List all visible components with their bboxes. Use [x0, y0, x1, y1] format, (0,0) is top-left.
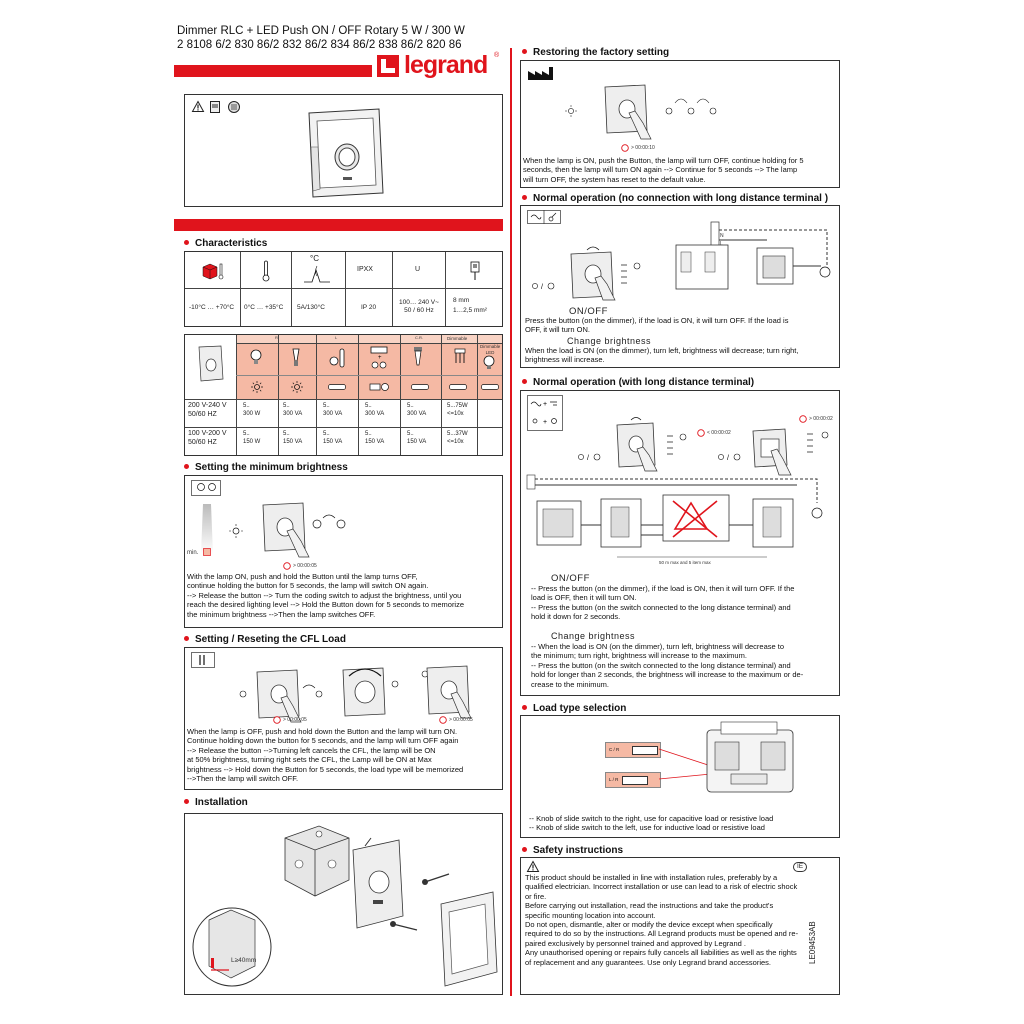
- depth-label: L≥40mm: [231, 957, 257, 964]
- installation-heading: [184, 797, 248, 808]
- lr-selector: [605, 772, 661, 788]
- lamp-icons: [715, 451, 745, 463]
- row1-cell-l: 5.. 300 VA: [323, 403, 343, 417]
- min-brightness-heading-text: Setting the minimum brightness: [195, 462, 348, 473]
- voltage-value: 100… 240 V~ 50 / 60 Hz: [399, 299, 439, 314]
- ld-onoff-label: ON/OFF: [551, 573, 590, 584]
- text-line: When the lamp is OFF, push and hold down the Button and the lamp will turn ON.: [187, 727, 458, 736]
- text-line: reach the desired lighting level --> Hold the Button down for 5 seconds to memorize: [187, 600, 465, 610]
- cfl-step3: [415, 660, 485, 720]
- svg-text:/: /: [587, 455, 589, 462]
- svg-text:/: /: [541, 284, 543, 291]
- terminal-l: L: [720, 241, 723, 247]
- section-red-bar: [174, 219, 503, 231]
- terminal-block-detail: [675, 244, 729, 290]
- operating-temp-value: 0°C … +35°C: [244, 304, 284, 311]
- text-line: Any unauthorised opening or repairs fully cancels all liabilities as well as the rights: [525, 948, 797, 958]
- normal-ld-box: [520, 390, 840, 696]
- ip-value: IP 20: [361, 304, 377, 311]
- min-brightness-text: [187, 572, 503, 619]
- warning-icon: [192, 101, 204, 112]
- manual-icon: [210, 101, 220, 113]
- cfl-timer2: > 00:00:05: [449, 717, 473, 723]
- text-line: at 50% brightness, turning right sets the CFL, the Lamp will be ON at Max: [187, 755, 432, 765]
- characteristics-heading-text: Characteristics: [195, 238, 268, 249]
- safety-heading-text: Safety instructions: [533, 845, 624, 856]
- text-line: of replacement and any guarantees. Use only Legrand brand accessories.: [525, 957, 771, 967]
- svg-text:+: +: [543, 419, 548, 426]
- row1-cell-transformer: 5.. 300 VA: [365, 403, 385, 417]
- text-line: seconds, then the lamp will turn ON again --> Continue for 5 seconds --> The lamp: [523, 165, 798, 175]
- hand-pushing-switch: [749, 427, 809, 479]
- safety-text: [525, 873, 839, 967]
- installation-heading-text: Installation: [195, 797, 248, 808]
- cfl-box: [184, 647, 503, 790]
- svg-text:+: +: [378, 355, 382, 361]
- voltage-header-label: U: [415, 266, 421, 273]
- dimmable-cfl-icon: [450, 347, 470, 369]
- normal-no-ld-change-text: [525, 346, 841, 365]
- row2-cell-dimmable: 5...37W <=10x: [447, 431, 468, 445]
- header-red-bar: [174, 65, 372, 77]
- text-line: This product should be installed in line with installation rules, preferably by a: [525, 873, 778, 882]
- text-line: With the lamp ON, push and hold the Button until the lamp turns OFF,: [187, 572, 418, 581]
- bullet-dot: [522, 847, 527, 852]
- text-line: Do not open, dismantle, alter or modify the device except when specifically: [525, 920, 773, 930]
- cfl-lamp-icon: [191, 652, 215, 668]
- ld-change-label: Change brightness: [551, 631, 636, 641]
- text-line: When the lamp is ON, push the Button, the lamp will turn OFF, continue holding for 5: [523, 156, 804, 165]
- factory-heading: [522, 47, 669, 58]
- min-brightness-box: [184, 475, 503, 628]
- dimmer-thumbnail: [197, 345, 225, 383]
- text-line: -- Knob of slide switch to the right, use for capacitive load or resistive load: [529, 814, 774, 823]
- svg-text:+: +: [543, 401, 548, 408]
- installation-box: [184, 813, 503, 995]
- load-type-text: [529, 814, 839, 833]
- bullet-dot: [522, 195, 527, 200]
- brightness-bars: [665, 431, 691, 465]
- sun-icon-r: [251, 381, 263, 393]
- head-dimmable-led: Dimmable LED: [480, 344, 501, 355]
- hand-pushing-dimmer: [601, 83, 661, 143]
- ld-onoff-text: [531, 584, 837, 622]
- text-line: the minimum brightness -->Then the lamp switches OFF.: [187, 609, 376, 619]
- text-line: brightness will increase.: [525, 355, 605, 365]
- timer-icon: [439, 716, 447, 724]
- degree-celsius-label: °C: [310, 254, 319, 263]
- svg-text:/: /: [727, 455, 729, 462]
- tube-icon-cr: [411, 384, 429, 390]
- hand-pushing-dimmer: [613, 417, 673, 475]
- lr-label: L / R: [609, 777, 619, 782]
- bullet-dot: [184, 636, 189, 641]
- cr-knob: [632, 746, 658, 755]
- normal-no-ld-box: [520, 205, 840, 368]
- language-badge: IE: [793, 862, 807, 872]
- warning-icon: [527, 861, 539, 872]
- cfl-timer1: > 00:00:05: [283, 717, 307, 723]
- storage-temp-value: -10°C … +70°C: [189, 304, 235, 311]
- text-line: hold it down for 2 seconds.: [531, 612, 621, 622]
- row1-cell-dimmable: 5...75W <=10x: [447, 403, 468, 417]
- text-line: --> Release the button -->Turning left cancels the CFL, the lamp will be ON: [187, 745, 436, 755]
- mechanism-back-illustration: [701, 720, 801, 800]
- glow-wire-value: 5A/130°C: [297, 304, 325, 311]
- storage-box-icon: [201, 262, 225, 280]
- mode-icon: [527, 210, 561, 224]
- text-line: crease to the minimum.: [531, 679, 609, 689]
- text-line: When the load is ON (on the dimmer), turn left, brightness will decrease; turn right,: [525, 346, 799, 355]
- ld-change-text: [531, 642, 837, 689]
- cr-label: C / R: [609, 747, 620, 752]
- text-line: -- Press the button (on the switch connected to the long distance terminal) and: [531, 660, 791, 670]
- screw-icon: [421, 872, 451, 886]
- lamp-icons: [575, 451, 605, 463]
- head-r: R: [275, 335, 278, 340]
- lamp-on-icon: [229, 524, 243, 538]
- halogen-lamp-icon: [290, 347, 302, 369]
- text-line: required to do so by the instructions. All Legrand products must be opened and re-: [525, 929, 799, 939]
- text-line: brightness --> Hold down the Button for 5 seconds, the load type will be memorized: [187, 764, 464, 774]
- normal-ld-heading: [522, 377, 754, 388]
- text-line: -- When the load is ON (on the dimmer), turn left, brightness will decrease to: [531, 642, 785, 651]
- screw-icon: [391, 920, 421, 934]
- factory-timer: > 00:00:10: [631, 145, 655, 151]
- head-l: L: [335, 335, 338, 340]
- incandescent-lamp-icon: [250, 349, 262, 367]
- text-line: load is OFF, then it will turn ON.: [531, 593, 637, 603]
- timer-icon: [799, 415, 807, 423]
- load-type-heading: [522, 703, 626, 714]
- text-line: -- Knob of slide switch to the left, use for inductive load or resistive load: [529, 823, 765, 833]
- bullet-dot: [522, 379, 527, 384]
- normal-no-ld-heading: [522, 193, 828, 204]
- row2-cell-transformer: 5.. 150 VA: [365, 431, 385, 445]
- doc-title-line1: Dimmer RLC + LED Push ON / OFF Rotary 5 W / 300 W: [177, 25, 465, 37]
- lamp-icons: [191, 480, 221, 496]
- cfl-heading-text: Setting / Reseting the CFL Load: [195, 634, 346, 645]
- glow-wire-icon: [302, 264, 332, 284]
- cfl-step2-rotate: [335, 662, 405, 722]
- text-line: -->Then the lamp will switch OFF.: [187, 774, 299, 784]
- text-line: qualified electrician. Incorrect installation or use can lead to a risk of electric shock: [525, 882, 798, 892]
- text-line: Before carrying out installation, read the instructions and take the product's: [525, 901, 774, 911]
- bullet-dot: [522, 705, 527, 710]
- text-line: -- Press the button (on the dimmer), if the load is ON, then it will turn OFF. If the: [531, 584, 795, 593]
- legrand-logo: [376, 52, 501, 82]
- factory-heading-text: Restoring the factory setting: [533, 47, 670, 58]
- row2-cell-l: 5.. 150 VA: [323, 431, 343, 445]
- change-brightness-label: Change brightness: [567, 336, 652, 346]
- tube-icon-l: [328, 384, 346, 390]
- text-line: the minimum; turn right, brightness will increase to the maximum.: [531, 651, 747, 661]
- min-level-marker: [203, 548, 211, 556]
- column-divider: [510, 48, 512, 996]
- bullet-dot: [184, 799, 189, 804]
- lr-knob: [622, 776, 648, 785]
- halogen-capsule-icon: [411, 345, 425, 371]
- factory-text: [523, 156, 839, 184]
- transformer-lamp-icon: [328, 347, 346, 369]
- ld-timer2: < 00:00:02: [707, 430, 731, 436]
- cycle-arrows: [661, 91, 721, 121]
- min-brightness-heading: [184, 462, 348, 473]
- terminal-n: N: [720, 233, 724, 239]
- characteristics-heading: [184, 238, 267, 249]
- factory-box: [520, 60, 840, 188]
- electronic-transformer-icon: [367, 345, 393, 371]
- onoff-label: ON/OFF: [569, 306, 608, 317]
- safety-box: [520, 857, 840, 995]
- bullet-dot: [522, 49, 527, 54]
- timer-label: > 00:00:05: [293, 563, 317, 569]
- legrand-wordmark: legrand: [404, 51, 488, 79]
- document-code: LE09453AB: [808, 921, 817, 964]
- text-line: -- Press the button (on the switch connected to the long distance terminal) and: [531, 602, 791, 612]
- text-line: --> Release the button --> Turn the coding switch to adjust the brightness, until you: [187, 590, 462, 600]
- sun-icon-halogen: [291, 381, 303, 393]
- row2-cell-halogen: 5.. 150 VA: [283, 431, 303, 445]
- text-line: OFF, it will turn ON.: [525, 325, 591, 335]
- terminal-value: 8 mm 1…2,5 mm²: [453, 297, 487, 314]
- row1-cell-cr: 5.. 300 VA: [407, 403, 427, 417]
- depth-detail-circle: [191, 906, 273, 988]
- timer-icon: [273, 716, 281, 724]
- light-beam-gradient: [201, 504, 213, 554]
- text-line: or fire.: [525, 891, 547, 901]
- normal-ld-heading-text: Normal operation (with long distance terminal): [533, 377, 755, 388]
- terminal-icon: [468, 260, 482, 282]
- load-type-heading-text: Load type selection: [533, 703, 627, 714]
- safety-heading: [522, 845, 623, 856]
- normal-no-ld-onoff-text: [525, 316, 841, 335]
- text-line: will turn OFF, the system has reset to the default value.: [523, 174, 706, 184]
- load-table: [184, 334, 503, 456]
- cycle-arrows: [309, 510, 349, 534]
- text-line: paired exclusively by personnel trained and approved by Legrand .: [525, 938, 746, 948]
- cfl-heading: [184, 634, 346, 645]
- ip-header-label: IPXX: [357, 266, 373, 273]
- load-type-box: [520, 715, 840, 838]
- thermometer-icon: [262, 260, 270, 282]
- brightness-bars: [805, 429, 835, 463]
- timer-icon: [621, 144, 629, 152]
- tube-icon-led: [481, 384, 499, 390]
- row1-cell-halogen: 5.. 300 VA: [283, 403, 303, 417]
- cfl-text: [187, 727, 503, 783]
- normal-no-ld-heading-text: Normal operation (no connection with long distance terminal ): [533, 193, 829, 204]
- transformer-icon-small: [369, 382, 391, 392]
- text-line: continue holding the button for 5 seconds, the lamp will switch ON again.: [187, 581, 429, 591]
- lamp-icons: [529, 280, 559, 292]
- wall-box-illustration: [275, 818, 355, 908]
- row2-cell-cr: 5.. 150 VA: [407, 431, 427, 445]
- timer-icon: [283, 562, 291, 570]
- characteristics-table: [184, 251, 503, 327]
- legrand-logo-mark: [376, 54, 400, 78]
- head-dimmable: Dimmable: [447, 336, 468, 341]
- recycle-icon: [228, 101, 240, 113]
- dimmer-product-illustration: [303, 107, 387, 199]
- timer-icon: [697, 429, 705, 437]
- cover-plate-illustration: [435, 890, 501, 990]
- lamp-on-icon: [565, 105, 577, 117]
- product-box: [184, 94, 503, 207]
- text-line: Continue holding down the button for 5 seconds, and the lamp will turn OFF again: [187, 736, 459, 746]
- registered-mark: ®: [494, 52, 500, 59]
- text-line: Press the button (on the dimmer), if the load is ON, it will turn OFF. If the load is: [525, 316, 789, 325]
- bullet-dot: [184, 240, 189, 245]
- brightness-bars: [619, 260, 645, 294]
- mode-icon: [527, 395, 563, 431]
- distance-label: 50 m max and 5 item max: [659, 560, 711, 565]
- tube-icon-dimmable: [449, 384, 467, 390]
- row1-voltage-label: 200 V-240 V 50/60 HZ: [188, 402, 227, 418]
- doc-title-line2: 2 8108 6/2 830 86/2 832 86/2 834 86/2 838 86/2 820 86: [177, 39, 462, 51]
- text-line: specific mounting location into account.: [525, 910, 656, 920]
- ld-timer1: > 00:00:02: [809, 416, 833, 422]
- head-cr: C.R.: [415, 335, 423, 340]
- cr-selector: [605, 742, 661, 758]
- factory-icon: [527, 65, 555, 81]
- row2-cell-r: 5.. 150 W: [243, 431, 261, 445]
- dimmable-led-icon: [482, 355, 496, 371]
- text-line: hold for longer than 2 seconds, the brightness will increase to the maximum or de-: [531, 670, 804, 680]
- row2-voltage-label: 100 V-200 V 50/60 HZ: [188, 430, 227, 446]
- long-distance-wiring-diagram: [527, 473, 833, 573]
- row1-cell-r: 5.. 300 W: [243, 403, 261, 417]
- bullet-dot: [184, 464, 189, 469]
- min-label: min.: [187, 550, 199, 556]
